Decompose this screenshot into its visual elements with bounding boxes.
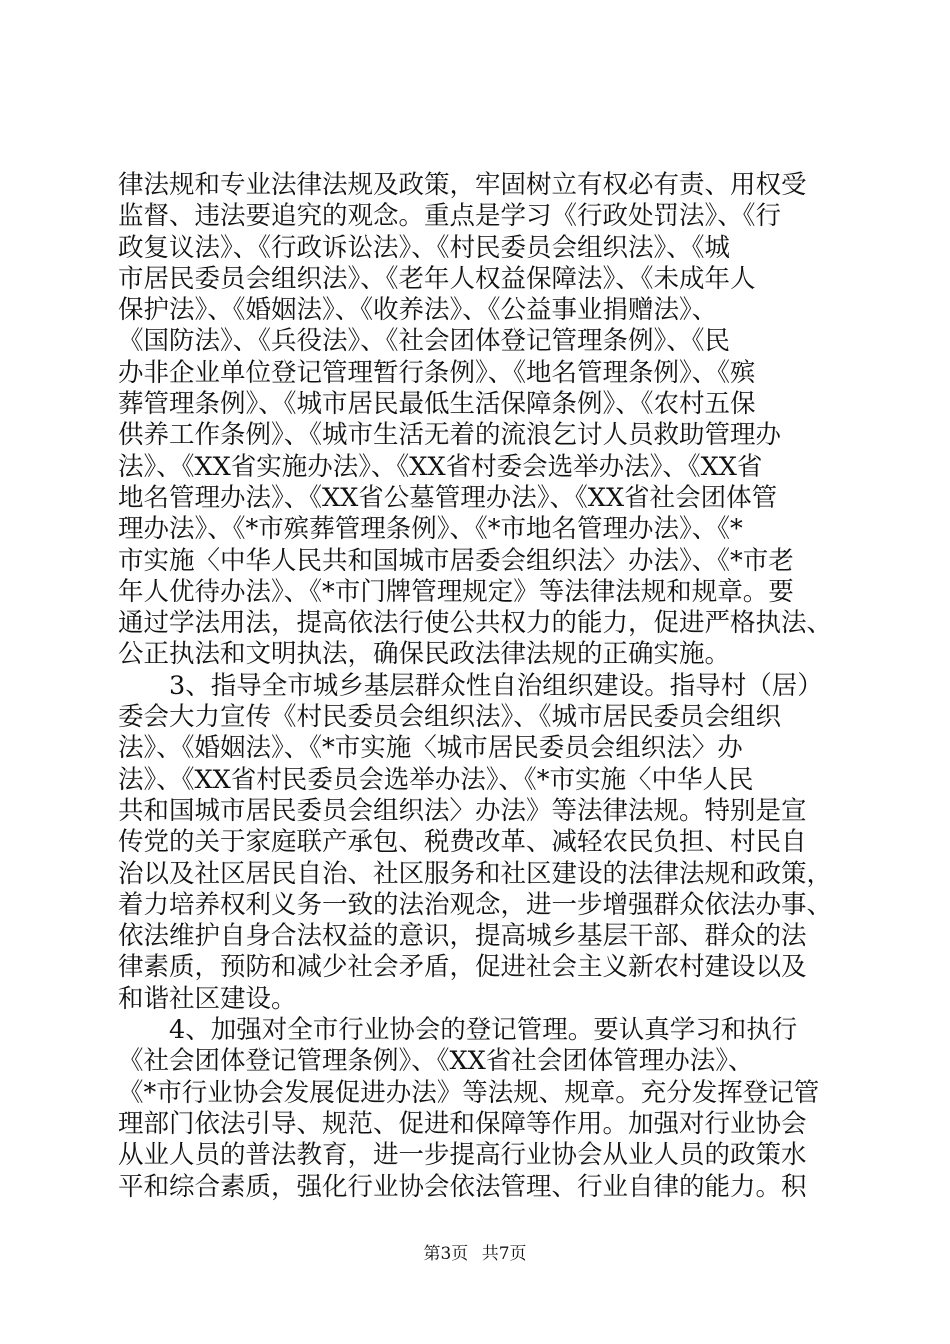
text-line: 地名管理办法》、《XX省公墓管理办法》、《XX省社会团体管 <box>118 482 778 513</box>
text-line: 平和综合素质，强化行业协会依法管理、行业自律的能力。积 <box>118 1171 807 1202</box>
text-line: 《国防法》、《兵役法》、《社会团体登记管理条例》、《民 <box>118 326 731 357</box>
text-line: 3、指导全市城乡基层群众性自治组织建设。指导村（居） <box>118 670 823 701</box>
text-line: 律素质，预防和减少社会矛盾，促进社会主义新农村建设以及 <box>118 952 807 983</box>
text-line: 法》、《婚姻法》、《*市实施〈城市居民委员会组织法〉办 <box>118 733 743 764</box>
text-line: 办非企业单位登记管理暂行条例》、《地名管理条例》、《殡 <box>118 357 756 388</box>
text-line: 葬管理条例》、《城市居民最低生活保障条例》、《农村五保 <box>118 389 756 420</box>
text-line: 共和国城市居民委员会组织法〉办法》等法律法规。特别是宣 <box>118 795 807 826</box>
total-pages: 共7页 <box>481 1244 527 1264</box>
text-line: 供养工作条例》、《城市生活无着的流浪乞讨人员救助管理办 <box>118 420 782 451</box>
text-line: 和谐社区建设。 <box>118 983 297 1014</box>
text-line: 法》、《XX省实施办法》、《XX省村委会选举办法》、《XX省 <box>118 451 763 482</box>
text-line: 治以及社区居民自治、社区服务和社区建设的法律法规和政策， <box>118 858 833 889</box>
text-line: 法》、《XX省村民委员会选举办法》、《*市实施〈中华人民 <box>118 764 754 795</box>
text-line: 政复议法》、《行政诉讼法》、《村民委员会组织法》、《城 <box>118 232 731 263</box>
text-line: 《*市行业协会发展促进办法》等法规、规章。充分发挥登记管 <box>118 1077 820 1108</box>
page-number: 第3页 <box>423 1244 469 1264</box>
text-line: 公正执法和文明执法，确保民政法律法规的正确实施。 <box>118 639 731 670</box>
text-line: 依法维护自身合法权益的意识，提高城乡基层干部、群众的法 <box>118 921 807 952</box>
text-line: 传党的关于家庭联产承包、税费改革、减轻农民负担、村民自 <box>118 827 807 858</box>
text-line: 《社会团体登记管理条例》、《XX省社会团体管理办法》、 <box>118 1046 754 1077</box>
text-line: 从业人员的普法教育，进一步提高行业协会从业人员的政策水 <box>118 1140 807 1171</box>
text-line: 保护法》、《婚姻法》、《收养法》、《公益事业捐赠法》、 <box>118 295 718 326</box>
text-line: 通过学法用法，提高依法行使公共权力的能力，促进严格执法、 <box>118 608 833 639</box>
text-line: 理部门依法引导、规范、促进和保障等作用。加强对行业协会 <box>118 1108 807 1139</box>
text-line: 4、加强对全市行业协会的登记管理。要认真学习和执行 <box>118 1015 798 1046</box>
text-line: 着力培养权利义务一致的法治观念，进一步增强群众依法办事、 <box>118 889 833 920</box>
text-line: 理办法》、《*市殡葬管理条例》、《*市地名管理办法》、《* <box>118 514 743 545</box>
body-text <box>118 170 838 1203</box>
text-line: 年人优待办法》、《*市门牌管理规定》等法律法规和规章。要 <box>118 576 794 607</box>
text-line: 律法规和专业法律法规及政策，牢固树立有权必有责、用权受 <box>118 170 807 200</box>
text-line: 市居民委员会组织法》、《老年人权益保障法》、《未成年人 <box>118 263 756 294</box>
page-footer <box>0 1243 950 1265</box>
text-line: 市实施〈中华人民共和国城市居委会组织法〉办法》、《*市老 <box>118 545 794 576</box>
text-line: 监督、违法要追究的观念。重点是学习《行政处罚法》、《行 <box>118 201 782 232</box>
text-line: 委会大力宣传《村民委员会组织法》、《城市居民委员会组织 <box>118 702 782 733</box>
